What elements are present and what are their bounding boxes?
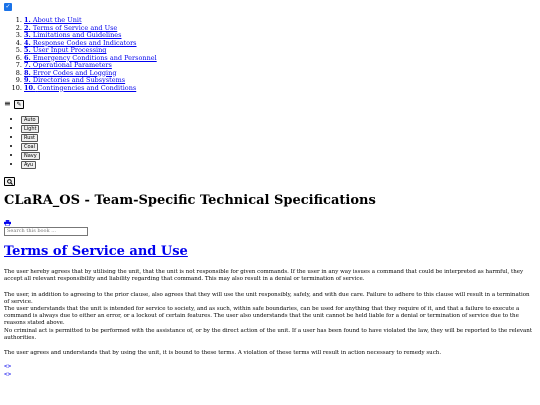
theme-list bbox=[8, 116, 40, 170]
paragraph: The user hereby agrees that by utilising the unit, that the unit is not responsible for given commands. If the user in any way issues a command that could be interpreted as harmful, they accept all relevant responsibility and liability regarding that command. This may also result in a denial or termination of service. bbox=[4, 269, 524, 282]
toc-link-terms[interactable]: 2. Terms of Service and Use bbox=[24, 23, 118, 32]
search-toggle-button[interactable] bbox=[4, 177, 15, 186]
toc-link-emergency[interactable]: 6. Emergency Conditions and Personnel bbox=[24, 53, 157, 62]
sidebar-toggle-checkbox[interactable]: ✓ bbox=[5, 3, 11, 10]
toc-link-response-codes[interactable]: 4. Response Codes and Indicators bbox=[24, 38, 137, 47]
theme-item bbox=[21, 143, 40, 152]
toc-link-error-codes[interactable]: 8. Error Codes and Logging bbox=[24, 68, 117, 77]
theme-button[interactable] bbox=[14, 100, 24, 109]
paragraph: The user understands that the unit is intended for service to society, and as such, within safe boundaries, can be used for anything that they require of it, and that a failure to execute a command is always due to either an error, or a lockout of certain features. The user also understands that the unit cannot be held liable for a denial or termination of service due to the reasons stated above. bbox=[4, 306, 520, 326]
theme-option-ayu[interactable]: Ayu bbox=[21, 161, 36, 169]
toc-link-operational[interactable]: 7. Operational Parameters bbox=[24, 61, 112, 69]
paragraph: The user, in addition to agreeing to the prior clause, also agrees that they will use the unit responsibly, safely, and with due care. Failure to adhere to this clause will result in a termination of service. bbox=[4, 292, 530, 305]
hamburger-icon[interactable]: ≡ bbox=[4, 99, 11, 108]
theme-item bbox=[21, 152, 40, 161]
toc-link-directories[interactable]: 9. Directories and Subsystems bbox=[24, 76, 126, 84]
theme-option-coal[interactable]: Coal bbox=[21, 143, 38, 151]
table-of-contents bbox=[8, 17, 157, 92]
theme-option-rust[interactable]: Rust bbox=[21, 134, 38, 142]
book-title: CLaRA_OS - Team-Specific Technical Specifications bbox=[4, 193, 376, 208]
theme-option-auto[interactable]: Auto bbox=[21, 116, 39, 124]
paintbrush-icon: ✎ bbox=[16, 101, 22, 108]
theme-item bbox=[21, 134, 40, 143]
toc-item bbox=[24, 85, 157, 93]
toc-link-user-input[interactable]: 5. User Input Processing bbox=[24, 46, 107, 54]
paragraph: The user agrees and understands that by using the unit, it is bound to these terms. A violation of these terms will result in action necessary to remedy such. bbox=[4, 350, 442, 356]
theme-item bbox=[21, 125, 40, 134]
theme-option-navy[interactable]: Navy bbox=[21, 152, 40, 160]
previous-chapter-link[interactable]: <> bbox=[4, 363, 12, 370]
theme-item bbox=[21, 161, 40, 170]
toc-link-limitations[interactable]: 3. Limitations and Guidelines bbox=[24, 31, 122, 39]
section-heading bbox=[4, 244, 188, 260]
next-chapter-link[interactable]: <> bbox=[4, 371, 12, 378]
search-input[interactable]: Search this book ... bbox=[4, 227, 88, 236]
section-heading-link[interactable]: Terms of Service and Use bbox=[4, 244, 188, 259]
paragraph: No criminal act is permitted to be performed with the assistance of, or by the direct action of the unit. If a user has been found to have violated the law, they will be reported to the relevant authorities. bbox=[4, 328, 533, 341]
theme-item bbox=[21, 116, 40, 125]
toc-link-contingencies[interactable]: 10. Contingencies and Conditions bbox=[24, 83, 137, 92]
theme-option-light[interactable]: Light bbox=[21, 125, 39, 133]
search-icon bbox=[7, 179, 13, 185]
toc-link-about-unit[interactable]: 1. About the Unit bbox=[24, 16, 82, 24]
